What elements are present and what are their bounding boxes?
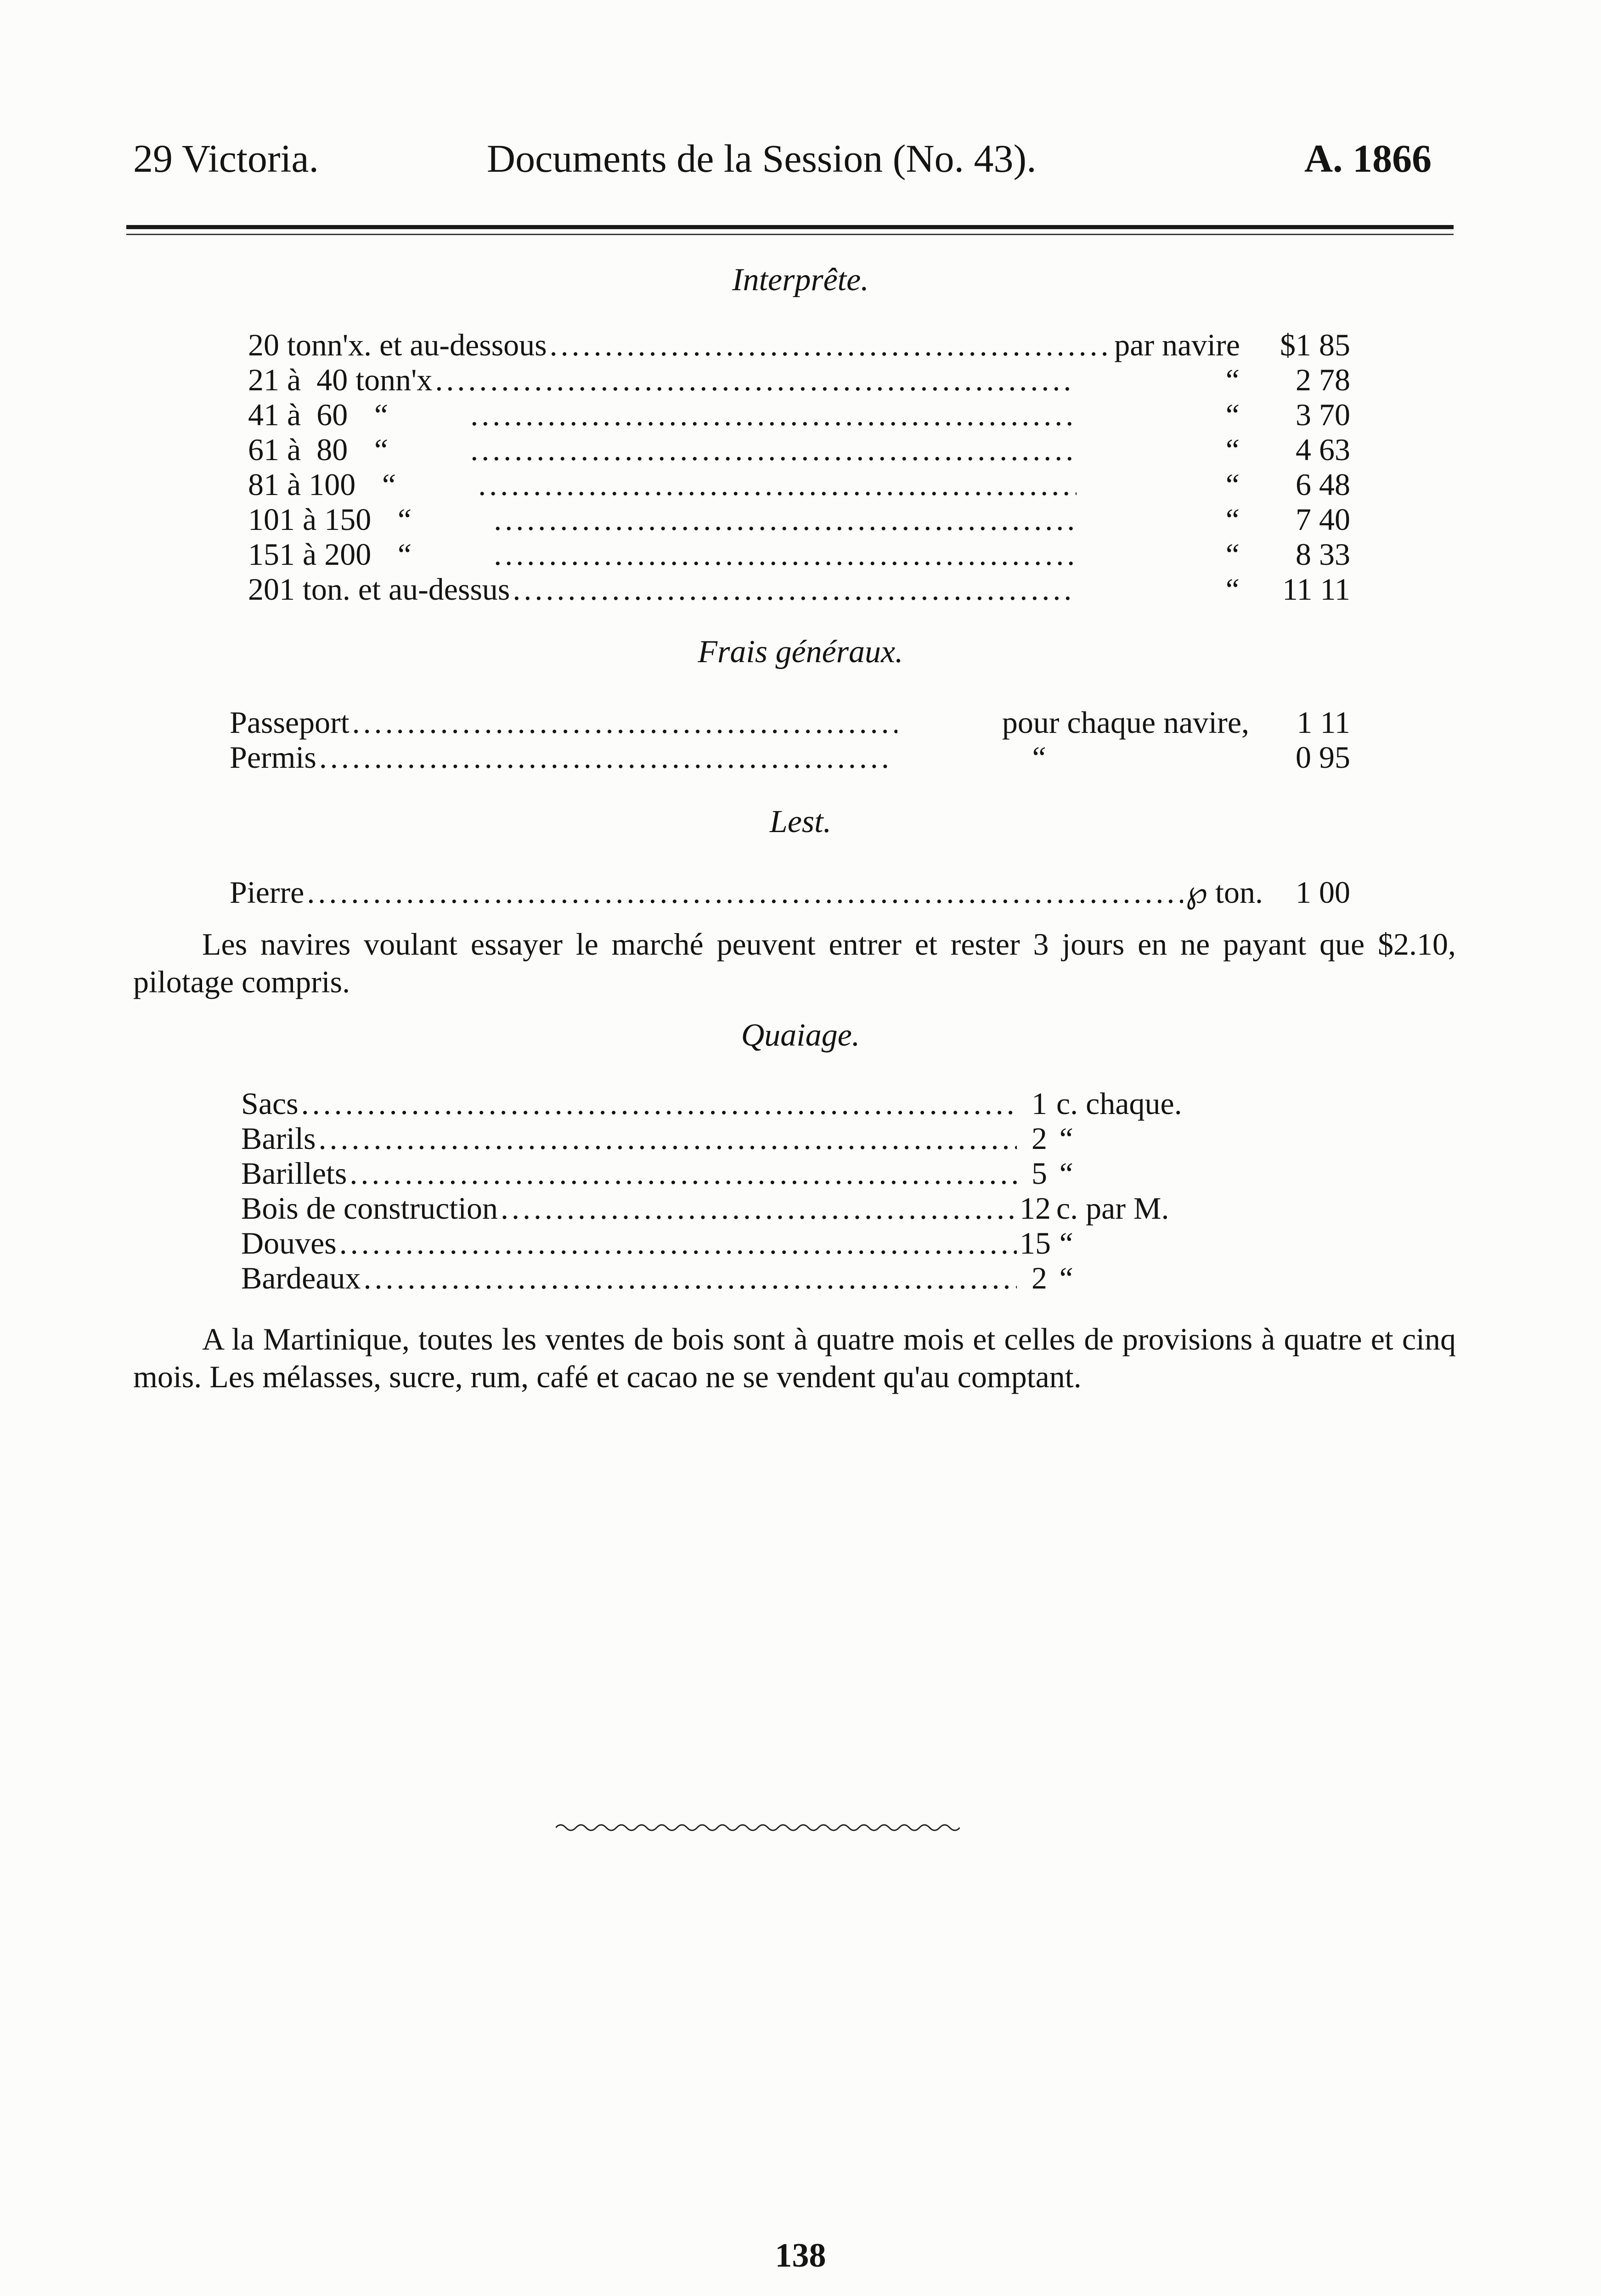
fee-row-pierre: Pierre ..... ℘ ton. 1 00: [230, 875, 1350, 910]
quay-row: Douves ..... 15 “: [241, 1226, 1212, 1261]
tonnage-row: 20 tonn'x. et au-dessous ..... par navire $1 85: [248, 327, 1350, 362]
header-right: A. 1866: [1304, 136, 1432, 180]
section-heading-frais: Frais généraux.: [698, 634, 903, 670]
tonnage-row: 21 à 40 tonn'x ..... “ 2 78: [248, 362, 1350, 397]
header-left: 29 Victoria.: [133, 136, 319, 180]
quay-row: Bois de construction ..... 12 c. par M.: [241, 1191, 1212, 1226]
header-rule-thick: [126, 225, 1454, 229]
section-heading-quaiage: Quaiage.: [741, 1018, 860, 1053]
section-heading-interprete: Interprête.: [732, 262, 869, 298]
quay-row: Sacs ..... 1 c. chaque.: [241, 1086, 1212, 1121]
quay-row: Bardeaux ..... 2 “: [241, 1261, 1212, 1295]
tonnage-row: 61 à 80 “ ..... “ 4 63: [248, 432, 1350, 467]
tonnage-row: 101 à 150 “ ..... “ 7 40: [248, 502, 1350, 537]
page-number: 138: [775, 2237, 826, 2274]
wavy-divider: [556, 1821, 960, 1835]
quay-row: Barillets ..... 5 “: [241, 1156, 1212, 1191]
tonnage-row: 41 à 60 “ ..... “ 3 70: [248, 397, 1350, 432]
section-heading-lest: Lest.: [769, 804, 832, 839]
tonnage-row: 81 à 100 “ ..... “ 6 48: [248, 467, 1350, 502]
tonnage-row: 151 à 200 “ ..... “ 8 33: [248, 537, 1350, 572]
header-rule-thin: [126, 234, 1454, 235]
paragraph-martinique: A la Martinique, toutes les ventes de bois sont à quatre mois et celles de provisions à quatre et cinq mois. Les mélasses, sucre, rum, café et cacao ne se vendent qu'au comptant.: [133, 1322, 1456, 1394]
fee-row-passeport: Passeport ..... pour chaque navire, 1 11: [230, 705, 1350, 740]
quay-row: Barils ..... 2 “: [241, 1121, 1212, 1156]
tonnage-row: 201 ton. et au-dessus ..... “ 11 11: [248, 572, 1350, 607]
paragraph-essai-marche: Les navires voulant essayer le marché peuvent entrer et rester 3 jours en ne payant que $2.10, pilotage compris.: [133, 927, 1456, 999]
fee-row-permis: Permis ..... “ 0 95: [230, 740, 1350, 775]
header-center: Documents de la Session (No. 43).: [487, 136, 1037, 180]
